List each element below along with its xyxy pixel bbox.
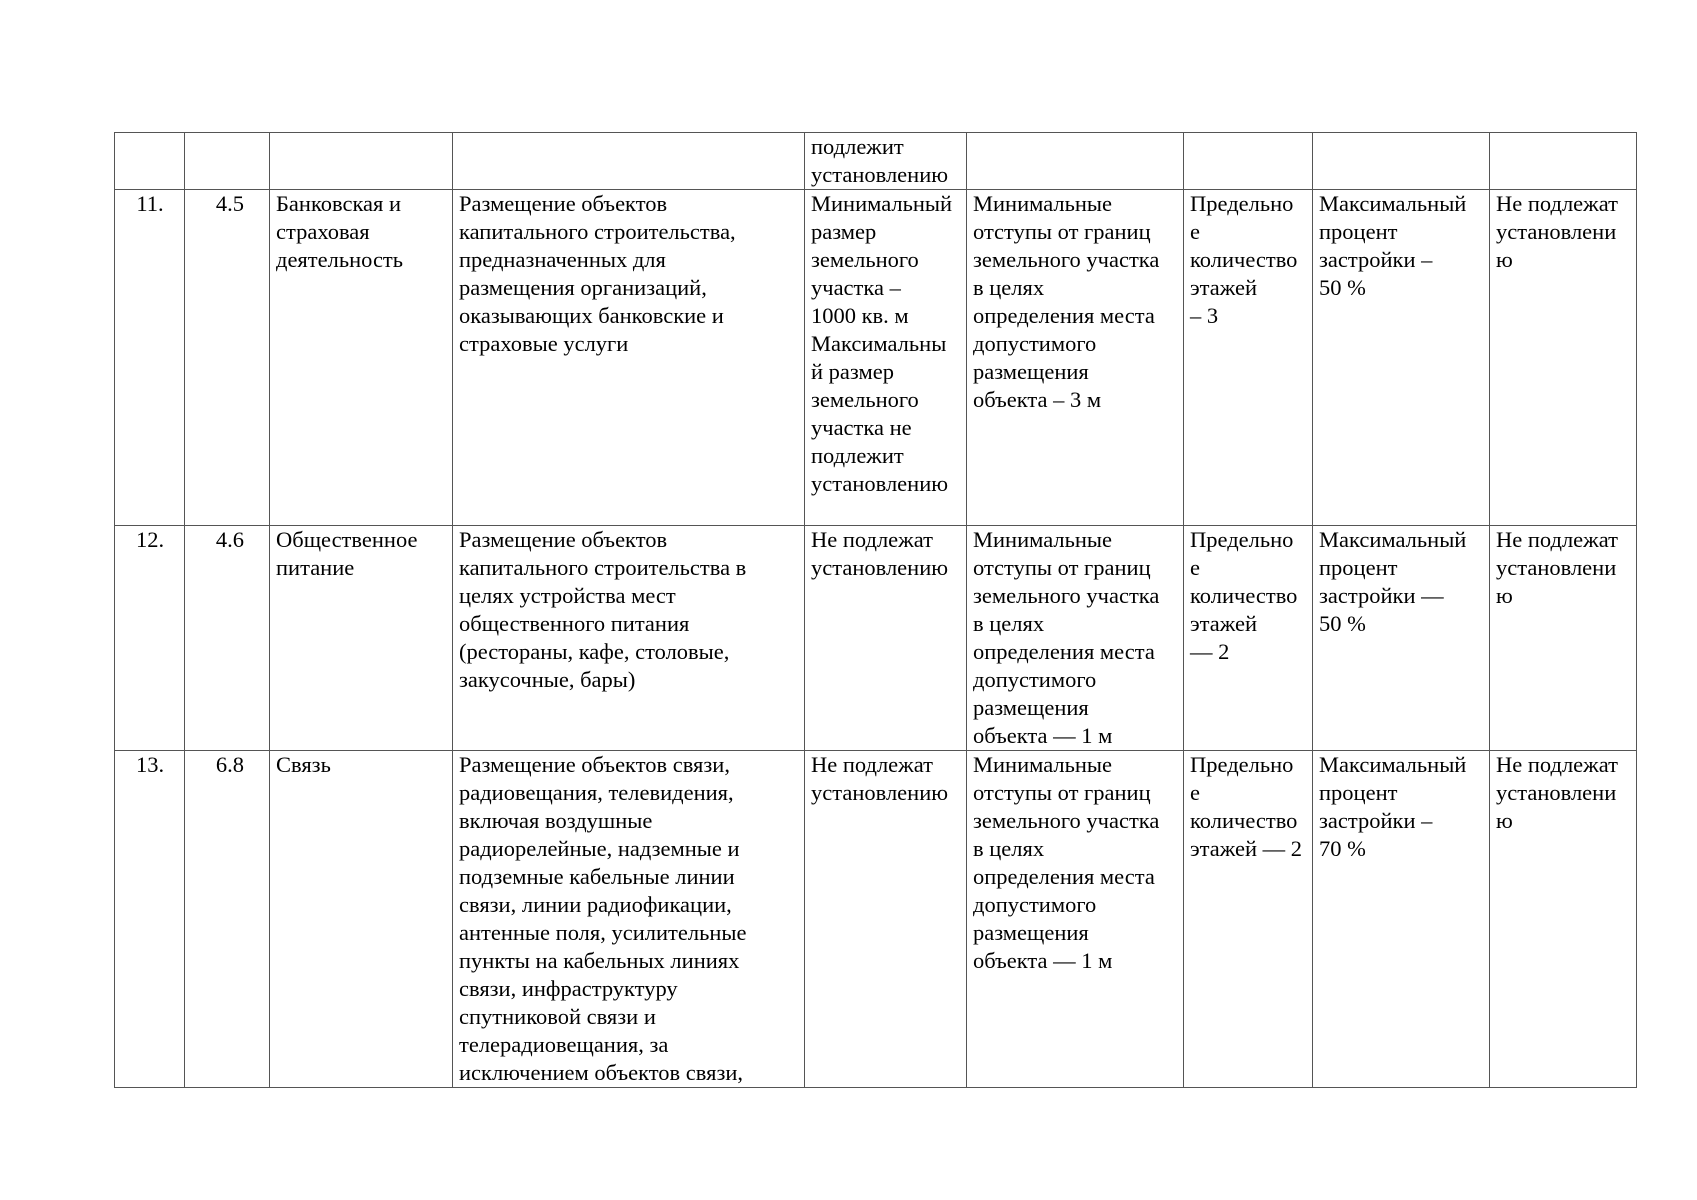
table-row bbox=[115, 526, 1637, 751]
plot-size-cell: Минимальный размер земельного участка – 1000 кв. м Максимальны й размер земельного участка не подлежит установлению bbox=[805, 190, 967, 526]
plot-size-cell: Не подлежат установлению bbox=[805, 751, 967, 1088]
use-code-cell: 4.5 bbox=[185, 190, 270, 526]
setbacks-cell: Минимальные отступы от границ земельного участка в целях определения места допустимого размещения объекта – 3 м bbox=[967, 190, 1184, 526]
row-number-cell bbox=[115, 133, 185, 190]
use-code-cell bbox=[185, 133, 270, 190]
description-cell: Размещение объектов связи, радиовещания, телевидения, включая воздушные радиорелейные, надземные и подземные кабельные линии связи, линии радиофикации, антенные поля, усилительные пункты на кабельных линиях связи, инфраструктуру спутниковой связи и телерадиовещания, за исключением объектов связи, bbox=[453, 751, 805, 1088]
land-use-table bbox=[114, 132, 1637, 1088]
row-number-cell: 13. bbox=[115, 751, 185, 1088]
coverage-cell: Максимальный процент застройки — 50 % bbox=[1313, 526, 1490, 751]
setbacks-cell: Минимальные отступы от границ земельного участка в целях определения места допустимого размещения объекта — 1 м bbox=[967, 751, 1184, 1088]
use-name-cell bbox=[270, 133, 453, 190]
use-code-cell: 6.8 bbox=[185, 751, 270, 1088]
table-row bbox=[115, 751, 1637, 1088]
coverage-cell bbox=[1313, 133, 1490, 190]
coverage-cell: Максимальный процент застройки – 70 % bbox=[1313, 751, 1490, 1088]
use-code-cell: 4.6 bbox=[185, 526, 270, 751]
setbacks-cell bbox=[967, 133, 1184, 190]
floors-cell: Предельно е количество этажей — 2 bbox=[1184, 526, 1313, 751]
other-params-cell: Не подлежат установлени ю bbox=[1490, 751, 1637, 1088]
description-cell: Размещение объектов капитального строительства в целях устройства мест общественного питания (рестораны, кафе, столовые, закусочные, бары) bbox=[453, 526, 805, 751]
row-number-cell: 12. bbox=[115, 526, 185, 751]
row-number-cell: 11. bbox=[115, 190, 185, 526]
use-name-cell: Общественное питание bbox=[270, 526, 453, 751]
use-name-cell: Банковская и страховая деятельность bbox=[270, 190, 453, 526]
plot-size-cell: Не подлежат установлению bbox=[805, 526, 967, 751]
table-row bbox=[115, 133, 1637, 190]
floors-cell: Предельно е количество этажей – 3 bbox=[1184, 190, 1313, 526]
floors-cell: Предельно е количество этажей — 2 bbox=[1184, 751, 1313, 1088]
other-params-cell: Не подлежат установлени ю bbox=[1490, 526, 1637, 751]
other-params-cell bbox=[1490, 133, 1637, 190]
coverage-cell: Максимальный процент застройки – 50 % bbox=[1313, 190, 1490, 526]
setbacks-cell: Минимальные отступы от границ земельного участка в целях определения места допустимого размещения объекта — 1 м bbox=[967, 526, 1184, 751]
use-name-cell: Связь bbox=[270, 751, 453, 1088]
description-cell: Размещение объектов капитального строительства, предназначенных для размещения организаций, оказывающих банковские и страховые услуги bbox=[453, 190, 805, 526]
floors-cell bbox=[1184, 133, 1313, 190]
other-params-cell: Не подлежат установлени ю bbox=[1490, 190, 1637, 526]
table-row bbox=[115, 190, 1637, 526]
description-cell bbox=[453, 133, 805, 190]
plot-size-cell: подлежит установлению bbox=[805, 133, 967, 190]
